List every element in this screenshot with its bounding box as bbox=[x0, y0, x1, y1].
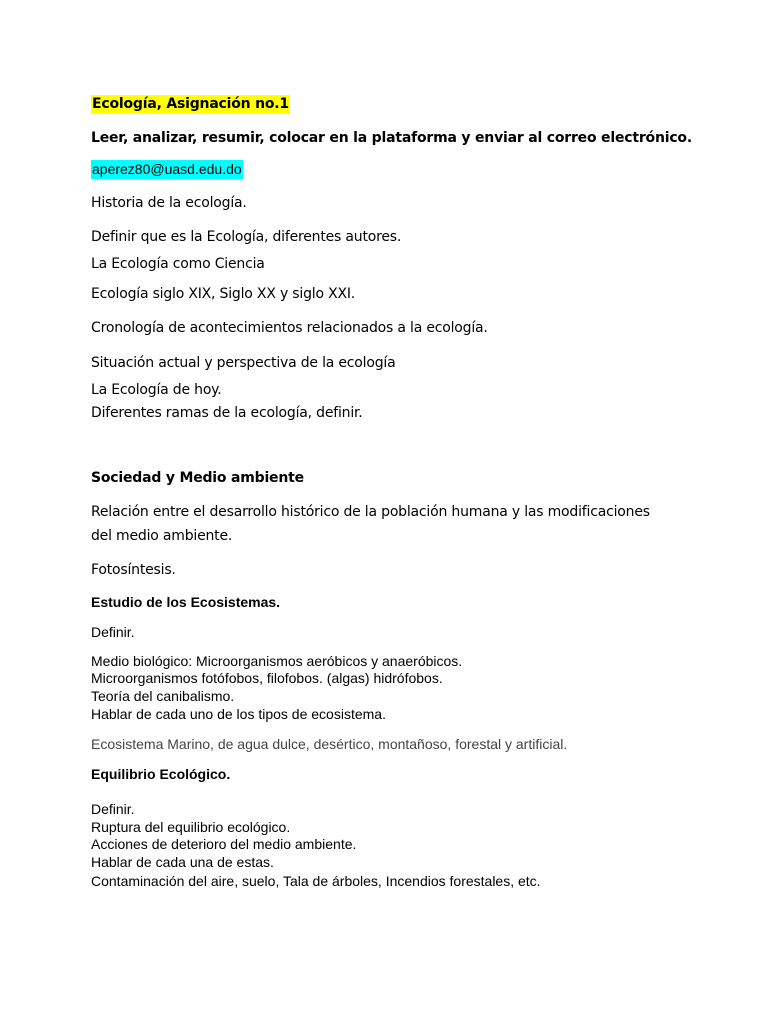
section1-item-3: Ecología siglo XIX, Siglo XX y siglo XXI. bbox=[91, 286, 356, 302]
section4-item-4: Contaminación del aire, suelo, Tala de árboles, Incendios forestales, etc. bbox=[91, 873, 541, 889]
instructions-text: Leer, analizar, resumir, colocar en la plataforma y enviar al correo electrónico. bbox=[91, 130, 692, 146]
section1-item-5: Situación actual y perspectiva de la ecología bbox=[91, 355, 396, 371]
section3-define: Definir. bbox=[91, 624, 135, 640]
section1-item-6: La Ecología de hoy. bbox=[91, 382, 222, 398]
title-highlight: Ecología, Asignación no.1 bbox=[92, 96, 289, 112]
document-title bbox=[91, 97, 290, 111]
section4-heading: Equilibrio Ecológico. bbox=[91, 766, 231, 782]
section1-item-4: Cronología de acontecimientos relacionados a la ecología. bbox=[91, 320, 488, 336]
section2-heading: Sociedad y Medio ambiente bbox=[91, 470, 304, 486]
section1-item-2: La Ecología como Ciencia bbox=[91, 256, 265, 272]
section2-paragraph-line1: Relación entre el desarrollo histórico de la población humana y las modificaciones bbox=[91, 504, 650, 520]
section1-item-1: Definir que es la Ecología, diferentes autores. bbox=[91, 229, 402, 245]
section3-item-1: Microorganismos fotófobos, filofobos. (algas) hidrófobos. bbox=[91, 670, 443, 686]
section2-paragraph-line2: del medio ambiente. bbox=[91, 528, 233, 544]
section2-item: Fotosíntesis. bbox=[91, 562, 176, 578]
section4-item-2: Acciones de deterioro del medio ambiente. bbox=[91, 836, 357, 852]
section4-item-0: Definir. bbox=[91, 801, 135, 817]
section3-heading: Estudio de los Ecosistemas. bbox=[91, 594, 281, 610]
section3-item-3: Hablar de cada uno de los tipos de ecosistema. bbox=[91, 706, 386, 722]
section4-item-1: Ruptura del equilibrio ecológico. bbox=[91, 819, 291, 835]
section3-ecosystems: Ecosistema Marino, de agua dulce, desértico, montañoso, forestal y artificial. bbox=[91, 736, 568, 752]
section4-item-3: Hablar de cada una de estas. bbox=[91, 854, 274, 870]
email-line bbox=[91, 162, 243, 176]
section1-item-7: Diferentes ramas de la ecología, definir. bbox=[91, 405, 363, 421]
section3-item-0: Medio biológico: Microorganismos aeróbicos y anaeróbicos. bbox=[91, 653, 463, 669]
section3-item-2: Teoría del canibalismo. bbox=[91, 688, 235, 704]
email-address[interactable]: aperez80@uasd.edu.do bbox=[92, 161, 242, 177]
section1-item-0: Historia de la ecología. bbox=[91, 195, 247, 211]
